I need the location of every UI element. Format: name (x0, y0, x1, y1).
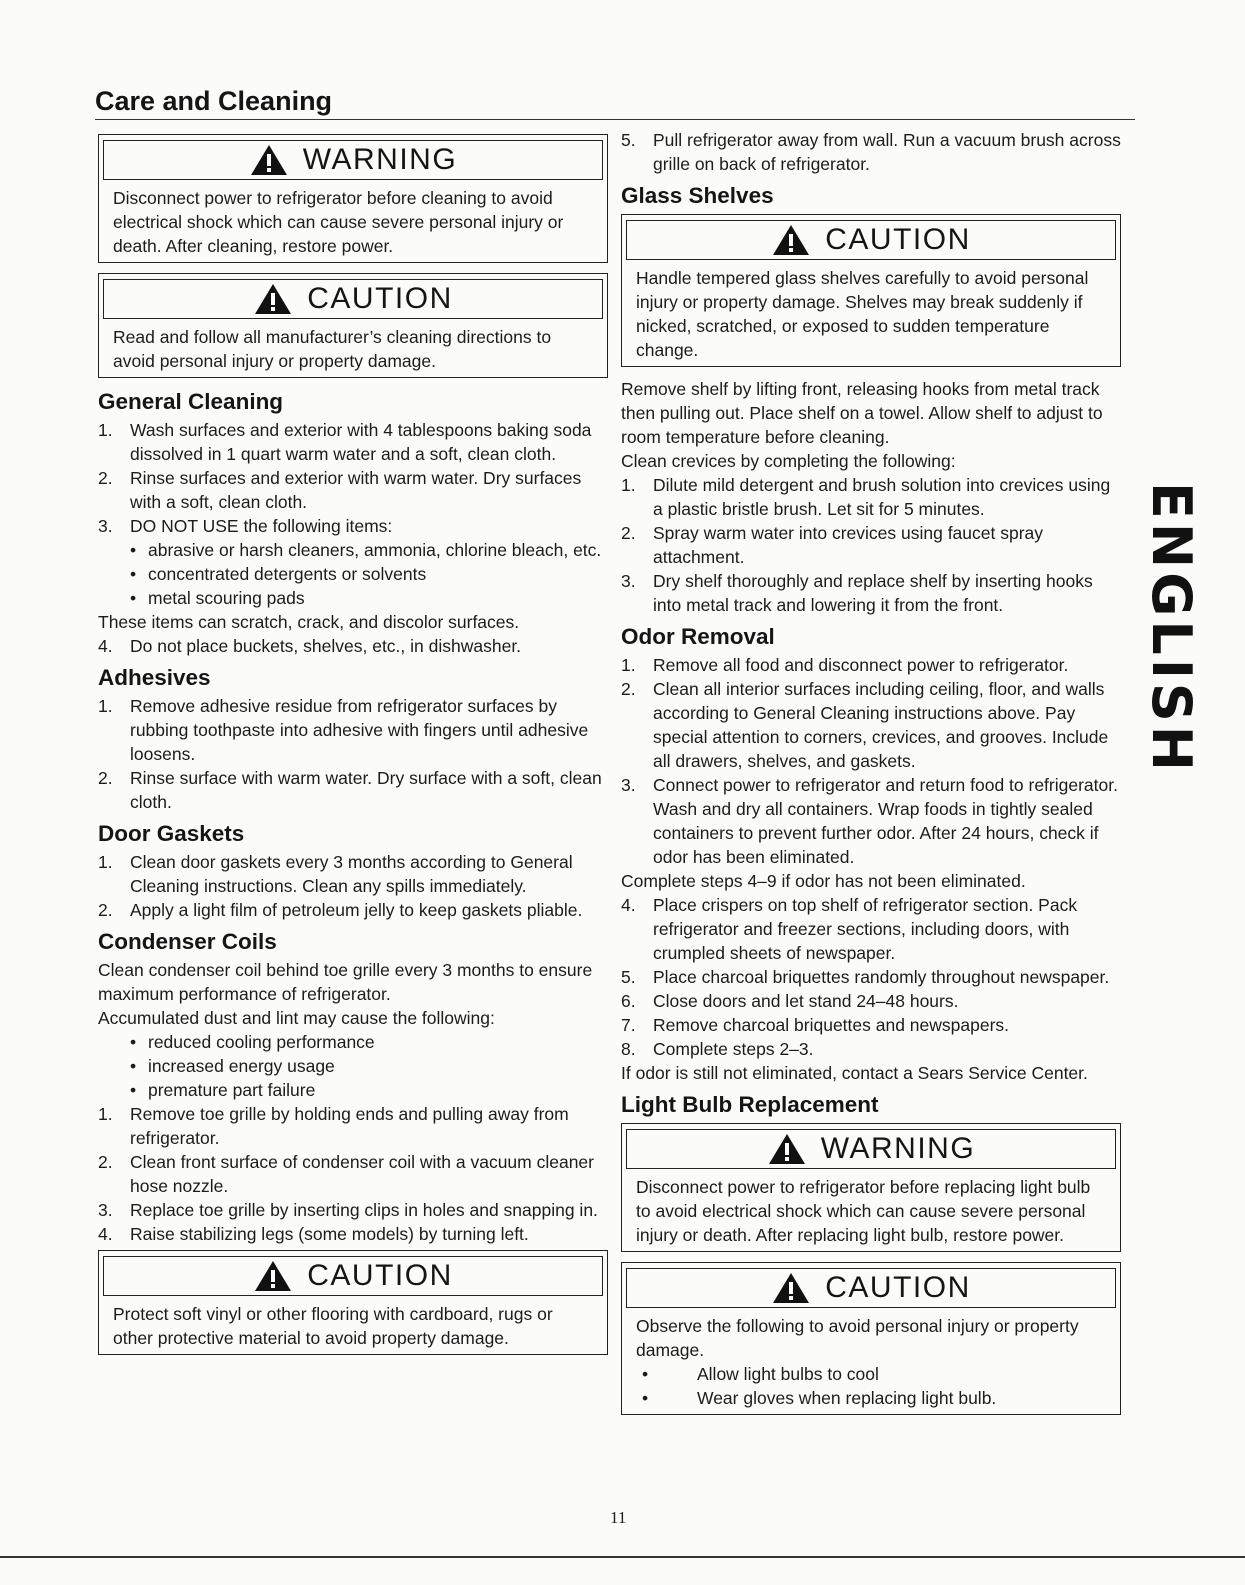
list-item (98, 1222, 608, 1246)
bullet-item (98, 538, 608, 562)
bullet-dot-icon: • (130, 588, 137, 608)
item-number: 3. (621, 775, 636, 795)
item-text: Do not place buckets, shelves, etc., in dishwasher. (130, 636, 522, 656)
adhesives-heading: Adhesives (98, 665, 211, 690)
list-item (98, 1198, 608, 1222)
bullet-item (98, 1030, 608, 1054)
list-item (621, 1013, 1121, 1037)
item-text: Spray warm water into crevices using faucet spray attachment. (653, 523, 1044, 567)
general-cleaning-note: These items can scratch, crack, and discolor surfaces. (98, 612, 520, 632)
condenser-intro: Clean condenser coil behind toe grille every 3 months to ensure maximum performance of refrigerator. (98, 960, 593, 1004)
list-item (98, 766, 608, 814)
light-bulb-heading: Light Bulb Replacement (621, 1092, 879, 1117)
condenser-intro-2: Accumulated dust and lint may cause the following: (98, 1008, 495, 1028)
item-number: 6. (621, 991, 636, 1011)
caution-box-body (622, 1314, 1120, 1414)
glass-shelves-heading: Glass Shelves (621, 183, 774, 208)
list-item (98, 418, 608, 466)
door-gaskets-heading: Door Gaskets (98, 821, 245, 846)
item-number: 3. (621, 571, 636, 591)
warning-box-text: Disconnect power to refrigerator before cleaning to avoid electrical shock which can cause severe personal injury or death. After cleaning, restore power. (113, 188, 564, 256)
warning-box-header (626, 1129, 1116, 1169)
item-text: Place crispers on top shelf of refrigerator section. Pack refrigerator and freezer sections, including doors, with crumpled sheets of newspaper. (653, 895, 1078, 963)
condenser-coils-heading: Condenser Coils (98, 929, 277, 954)
warning-box-title: WARNING (820, 1132, 976, 1165)
list-item (621, 569, 1121, 617)
caution-box-flooring (98, 1250, 608, 1355)
item-number: 5. (621, 967, 636, 987)
item-number: 1. (98, 420, 113, 440)
caution-box-text: Protect soft vinyl or other flooring with cardboard, rugs or other protective material to avoid property damage. (113, 1304, 553, 1348)
warning-box (98, 134, 608, 263)
bullet-item (98, 1078, 608, 1102)
bullet-text: abrasive or harsh cleaners, ammonia, chlorine bleach, etc. (148, 540, 602, 560)
item-text: Place charcoal briquettes randomly throughout newspaper. (653, 967, 1110, 987)
bullet-text: premature part failure (148, 1080, 316, 1100)
item-text: DO NOT USE the following items: (130, 516, 393, 536)
item-number: 2. (98, 900, 113, 920)
item-text: Rinse surface with warm water. Dry surface with a soft, clean cloth. (130, 768, 602, 812)
list-item (621, 653, 1121, 677)
list-item (98, 850, 608, 898)
right-column (621, 128, 1121, 1425)
item-text: Connect power to refrigerator and return food to refrigerator. Wash and dry all containers. Wrap foods in tightly sealed containers to prevent further odor. After 24 hours, check if odor has been eliminated. (653, 775, 1118, 867)
list-item (621, 1037, 1121, 1061)
item-number: 2. (98, 768, 113, 788)
list-item (98, 898, 608, 922)
list-item (98, 694, 608, 766)
warning-triangle-icon (253, 1259, 293, 1293)
item-number: 7. (621, 1015, 636, 1035)
list-item (621, 677, 1121, 773)
item-number: 8. (621, 1039, 636, 1059)
item-number: 4. (621, 895, 636, 915)
bottom-rule (0, 1556, 1245, 1558)
bullet-item (98, 562, 608, 586)
bullet-dot-icon: • (130, 1080, 137, 1100)
list-item (621, 128, 1121, 176)
bullet-text: reduced cooling performance (148, 1032, 375, 1052)
caution-box-title: CAUTION (825, 1271, 971, 1304)
list-item (98, 466, 608, 514)
list-item (621, 893, 1121, 965)
bullet-dot-icon: • (642, 1364, 649, 1384)
caution-box-glass (621, 214, 1121, 367)
warning-box-text: Disconnect power to refrigerator before replacing light bulb to avoid electrical shock which can cause severe personal injury or death. After replacing light bulb, restore power. (636, 1177, 1091, 1245)
item-number: 4. (98, 1224, 113, 1244)
warning-triangle-icon (767, 1132, 807, 1166)
left-column (98, 130, 608, 1365)
language-label: ENGLISH (1139, 481, 1203, 775)
list-item (621, 473, 1121, 521)
warning-box-light-bulb (621, 1123, 1121, 1252)
item-number: 1. (98, 1104, 113, 1124)
item-text: Remove all food and disconnect power to refrigerator. (653, 655, 1069, 675)
caution-box (98, 273, 608, 378)
item-text: Close doors and let stand 24–48 hours. (653, 991, 959, 1011)
item-number: 1. (621, 655, 636, 675)
language-side-tab (1138, 481, 1204, 775)
caution-box-title: CAUTION (307, 1259, 453, 1292)
caution-box-text: Observe the following to avoid personal injury or property damage. (636, 1316, 1079, 1360)
list-item (621, 965, 1121, 989)
item-text: Rinse surfaces and exterior with warm water. Dry surfaces with a soft, clean cloth. (130, 468, 582, 512)
caution-box-light-bulb (621, 1262, 1121, 1415)
bullet-text: concentrated detergents or solvents (148, 564, 427, 584)
caution-box-title: CAUTION (307, 282, 453, 315)
bullet-dot-icon: • (130, 564, 137, 584)
bullet-dot-icon: • (130, 540, 137, 560)
glass-shelves-intro-2: Clean crevices by completing the following: (621, 451, 956, 471)
item-text: Complete steps 2–3. (653, 1039, 814, 1059)
caution-box-text: Read and follow all manufacturer’s cleaning directions to avoid personal injury or property damage. (113, 327, 552, 371)
item-number: 3. (98, 1200, 113, 1220)
warning-triangle-icon (253, 282, 293, 316)
item-number: 2. (98, 1152, 113, 1172)
title-rule (95, 119, 1135, 120)
bullet-dot-icon: • (130, 1056, 137, 1076)
item-text: Pull refrigerator away from wall. Run a vacuum brush across grille on back of refrigerator. (653, 130, 1121, 174)
bullet-text: metal scouring pads (148, 588, 305, 608)
bullet-text: Allow light bulbs to cool (697, 1364, 879, 1384)
caution-box-header (103, 1256, 603, 1296)
item-number: 2. (621, 523, 636, 543)
list-item (98, 514, 608, 538)
bullet-item (636, 1386, 1108, 1410)
odor-removal-closing: If odor is still not eliminated, contact a Sears Service Center. (621, 1063, 1088, 1083)
list-item (621, 521, 1121, 569)
item-number: 4. (98, 636, 113, 656)
warning-triangle-icon (771, 223, 811, 257)
item-number: 1. (98, 852, 113, 872)
list-item (98, 1150, 608, 1198)
bullet-item (98, 1054, 608, 1078)
list-item (621, 773, 1121, 869)
list-item (98, 1102, 608, 1150)
item-text: Remove charcoal briquettes and newspapers. (653, 1015, 1010, 1035)
item-text: Remove toe grille by holding ends and pulling away from refrigerator. (130, 1104, 569, 1148)
bullet-dot-icon: • (642, 1388, 649, 1408)
caution-box-header (626, 220, 1116, 260)
warning-triangle-icon (249, 143, 289, 177)
list-item (98, 634, 608, 658)
item-text: Clean all interior surfaces including ceiling, floor, and walls according to General Cleaning instructions above. Pay special attention to corners, crevices, and grooves. Include all drawers, shelves, and gaskets. (653, 679, 1109, 771)
item-text: Dry shelf thoroughly and replace shelf by inserting hooks into metal track and lowering it from the front. (653, 571, 1093, 615)
odor-removal-heading: Odor Removal (621, 624, 775, 649)
item-number: 3. (98, 516, 113, 536)
warning-box-title: WARNING (302, 143, 458, 176)
page-title: Care and Cleaning (95, 86, 333, 116)
warning-box-header (103, 140, 603, 180)
warning-triangle-icon (771, 1271, 811, 1305)
item-number: 2. (98, 468, 113, 488)
item-text: Raise stabilizing legs (some models) by turning left. (130, 1224, 529, 1244)
general-cleaning-heading: General Cleaning (98, 389, 284, 414)
bullet-item (636, 1362, 1108, 1386)
list-item (621, 989, 1121, 1013)
item-number: 2. (621, 679, 636, 699)
caution-box-title: CAUTION (825, 223, 971, 256)
bullet-text: increased energy usage (148, 1056, 335, 1076)
odor-removal-note: Complete steps 4–9 if odor has not been eliminated. (621, 871, 1026, 891)
item-text: Clean front surface of condenser coil with a vacuum cleaner hose nozzle. (130, 1152, 594, 1196)
caution-box-header (626, 1268, 1116, 1308)
item-text: Replace toe grille by inserting clips in holes and snapping in. (130, 1200, 598, 1220)
glass-shelves-intro: Remove shelf by lifting front, releasing hooks from metal track then pulling out. Place shelf on a towel. Allow shelf to adjust to room temperature before cleaning. (621, 379, 1103, 447)
bullet-text: Wear gloves when replacing light bulb. (697, 1388, 997, 1408)
item-text: Apply a light film of petroleum jelly to keep gaskets pliable. (130, 900, 583, 920)
item-number: 5. (621, 130, 636, 150)
bullet-dot-icon: • (130, 1032, 137, 1052)
item-text: Wash surfaces and exterior with 4 tablespoons baking soda dissolved in 1 quart warm water and a soft, clean cloth. (130, 420, 592, 464)
item-text: Remove adhesive residue from refrigerator surfaces by rubbing toothpaste into adhesive with fingers until adhesive loosens. (130, 696, 589, 764)
page-number: 11 (610, 1508, 627, 1527)
item-text: Dilute mild detergent and brush solution into crevices using a plastic bristle brush. Let sit for 5 minutes. (653, 475, 1111, 519)
item-text: Clean door gaskets every 3 months according to General Cleaning instructions. Clean any spills immediately. (130, 852, 573, 896)
item-number: 1. (621, 475, 636, 495)
bullet-item (98, 586, 608, 610)
item-number: 1. (98, 696, 113, 716)
caution-box-header (103, 279, 603, 319)
caution-box-text: Handle tempered glass shelves carefully to avoid personal injury or property damage. Shelves may break suddenly if nicked, scratched, or exposed to sudden temperature change. (636, 268, 1089, 360)
